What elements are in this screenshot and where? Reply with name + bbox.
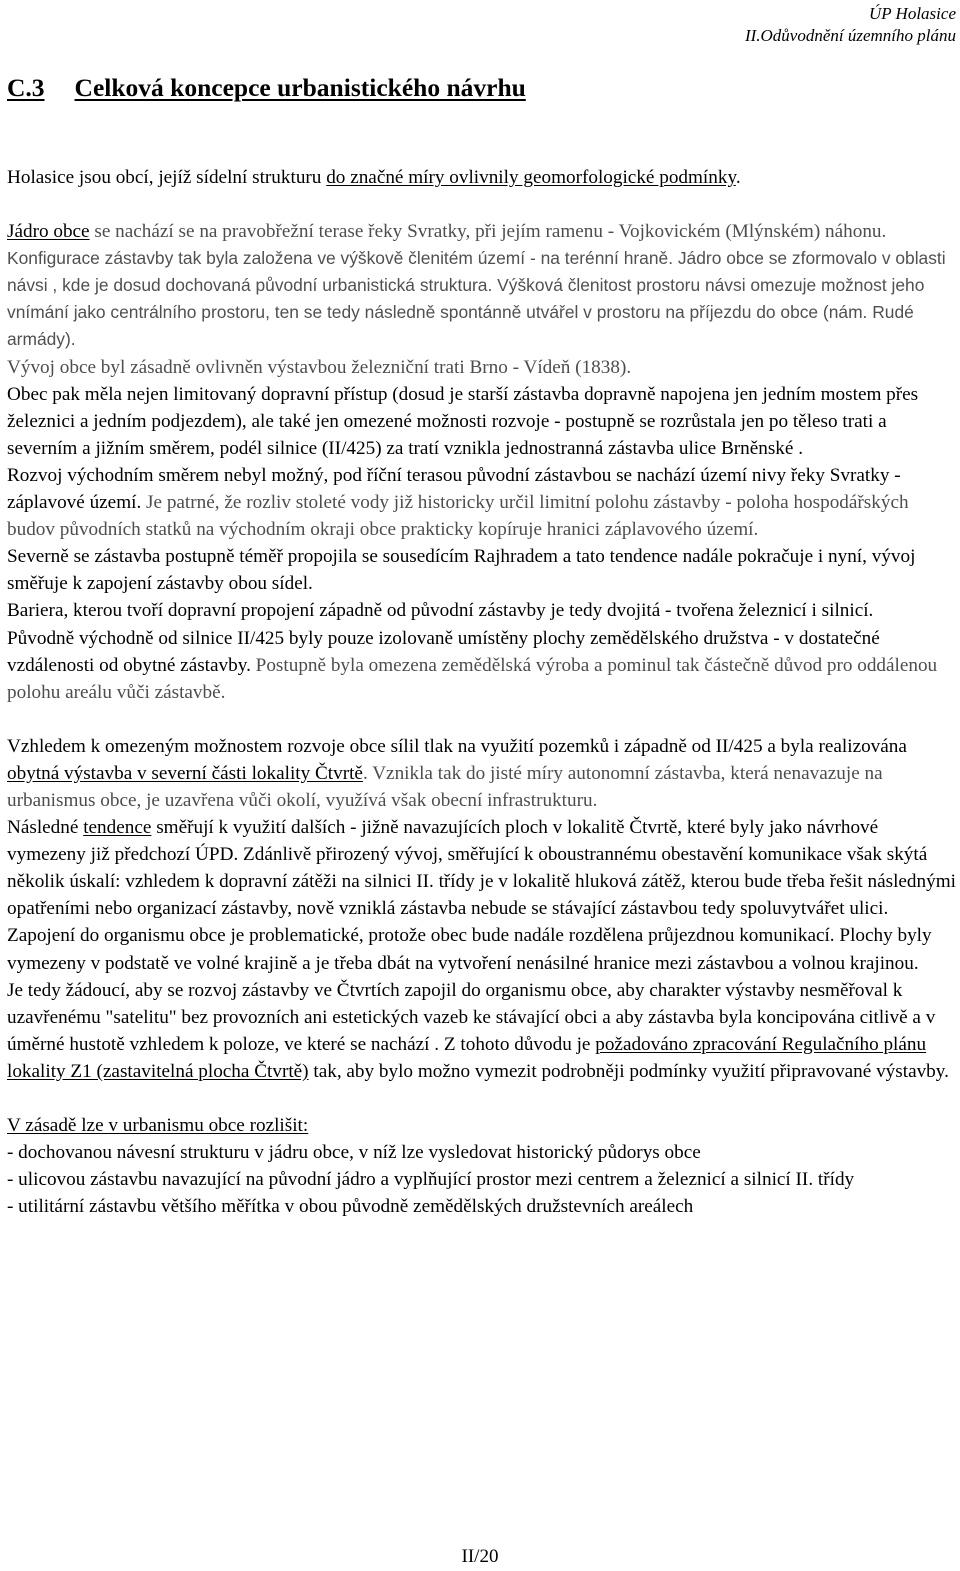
core-village-green: Jádro obce se zformovalo v oblasti návsi , kde je dosud dochovaná původní urbanistická struktura. xyxy=(7,248,946,296)
paragraph-regulation xyxy=(7,977,959,1085)
regulation-text: Je tedy žádoucí, aby se rozvoj zástavby ve Čtvrtích zapojil do organismu obce, aby charakter výstavby nesměřoval k uzavřenému "satelitu" bez provozních ani estetických vazeb ke stávající obci a aby zástavba byla koncipována citlivě a v úměrné hustotě vzhledem k poloze, ve které se nachází . Z tohoto důvodu je xyxy=(7,979,936,1055)
list-item: - ulicovou zástavbu navazující na původní jádro a vyplňující prostor mezi centrem a železnicí a silnicí II. třídy xyxy=(7,1169,855,1191)
paragraph-development xyxy=(7,733,959,814)
list-item: - utilitární zástavbu většího měřítka v obou původně zemědělských družstevních areálech xyxy=(7,1196,694,1218)
development-text: Vzhledem k omezeným možnostem rozvoje obce sílil tlak na využití pozemků i západně od II/425 a byla realizována xyxy=(7,735,907,757)
document-subtitle: II.Odůvodnění územního plánu xyxy=(744,26,956,45)
spacer xyxy=(7,1085,959,1112)
east-text: Rozvoj východním směrem nebyl možný, pod říční terasou původní zástavbou se nachází území nivy řeky Svratky - záplavové území. xyxy=(7,464,901,514)
section-heading xyxy=(7,73,526,103)
paragraph-north: Severně se zástavba postupně téměř propojila se sousedícím Rajhradem a tato tendence nadále pokračuje i nyní, vývoj směřuje k zapojení zástavby obou sídel. xyxy=(7,546,916,595)
tendencies-underlined: tendence xyxy=(83,817,152,839)
spacer xyxy=(7,191,959,218)
paragraph-barrier: Bariera, kterou tvoří dopravní propojení západně od původní zástavby je tedy dvojitá - tvořena železnicí i silnicí. xyxy=(7,600,874,622)
development-end: . Vznikla tak do jisté míry autonomní zástavba, která nenavazuje na urbanismus obce, je uzavřena vůči okolí, využívá však obecní infrastrukturu. xyxy=(7,762,883,811)
paragraph-intro xyxy=(7,164,959,191)
spacer xyxy=(7,706,959,733)
paragraph-access xyxy=(7,381,959,462)
paragraph-tendencies xyxy=(7,814,959,977)
document-header xyxy=(745,3,956,47)
core-height: Výšková členitost prostoru návsi omezuje možnost jeho vnímání jako centrálního prostoru, ten se tedy následně spontánně utvářel v prostoru na příjezdu do obce (nám. Rudé armády). xyxy=(7,275,925,350)
tendencies-start: Následné xyxy=(7,817,84,839)
document-title: ÚP Holasice xyxy=(868,4,956,23)
paragraph-core xyxy=(7,218,959,353)
access-text: Obec pak měla nejen limitovaný dopravní přístup (dosud je starší zástavba dopravně napojena jen jedním mostem přes železnici a jedním podjezdem), ale také jen omezené možnosti rozvoje - postupně se rozrůstala jen po těleso trati a severním a jižním směrem, podél silnice (II/425) za tratí vznikla jednostranná zástavba ulice Brněnské xyxy=(7,383,919,459)
paragraph-agriculture xyxy=(7,625,959,706)
page-number: II/20 xyxy=(461,1546,499,1567)
paragraph-railway: Vývoj obce byl zásadně ovlivněn výstavbou železniční trati Brno - Vídeň (1838). xyxy=(7,356,632,378)
east-flood: Je patrné, že rozliv stoleté vody již historicky určil limitní polohu zástavby - poloha hospodářských budov původních statků na východním okraji obce prakticky kopíruje hranici záplavového území. xyxy=(7,492,909,541)
list-heading: V zásadě lze v urbanismu obce rozlišit: xyxy=(7,1115,309,1136)
section-title: Celková koncepce urbanistického návrhu xyxy=(74,73,526,102)
intro-text: Holasice jsou obcí, jejíž sídelní strukturu xyxy=(7,167,327,188)
intro-underlined: do značné míry ovlivnily geomorfologické podmínky xyxy=(326,167,736,188)
section-number: C.3 xyxy=(7,73,45,102)
list-item: - dochovanou návesní strukturu v jádru obce, v níž lze vysledovat historický půdorys obce xyxy=(7,1142,701,1164)
access-end: . xyxy=(793,437,804,459)
core-configuration: Konfigurace zástavby tak byla založena ve výškově členitém území - na terénní hraně. xyxy=(7,248,678,269)
document-body xyxy=(7,164,959,1220)
paragraph-east xyxy=(7,462,959,543)
agriculture-decline: Postupně byla omezena zemědělská výroba a pominul tak částečně důvod pro oddálenou polohu areálu vůči zástavbě. xyxy=(7,654,938,703)
core-underlined: Jádro obce xyxy=(7,221,90,243)
agriculture-text: Původně východně od silnice II/425 byly pouze izolovaně umístěny plochy zemědělského družstva - v dostatečné vzdálenosti od obytné zástavby. xyxy=(7,627,880,676)
intro-end: . xyxy=(735,167,741,188)
development-underlined: obytná výstavba v severní části lokality Čtvrtě xyxy=(7,762,363,784)
regulation-underlined: požadováno zpracování Regulačního plánu lokality Z1 (zastavitelná plocha Čtvrtě) xyxy=(7,1033,927,1082)
tendencies-text: směřují k využití dalších - jižně navazujících ploch v lokalitě Čtvrtě, které byly jako návrhové vymezeny již předchozí ÚPD. Zdánlivě přirozený vývoj, směřující k oboustrannému obestavění komunikace však skýtá několik úskalí: vzhledem k dopravní zátěži na silnici II. třídy je v lokalitě hluková zátěž, kterou bude třeba řešit následnými opatřeními nebo organizací zástavby, nově vzniklá zástavba nebude se stávající zástavbou tedy spoluvytvářet ulici. Zapojení do organismu obce je problematické, protože obec bude nadále rozdělena průjezdnou komunikací. Plochy byly vymezeny v podstatě ve volné krajině a je třeba dbát na vytvoření nenásilné hranice mezi zástavbou a volnou krajinou. xyxy=(7,817,956,974)
regulation-end: tak, aby bylo možno vymezit podrobněji podmínky využití připravované výstavby. xyxy=(308,1060,949,1082)
core-text: se nachází se na pravobřežní terase řeky Svratky, při jejím ramenu - Vojkovickém (Mlýnském) náhonu. xyxy=(89,221,887,243)
